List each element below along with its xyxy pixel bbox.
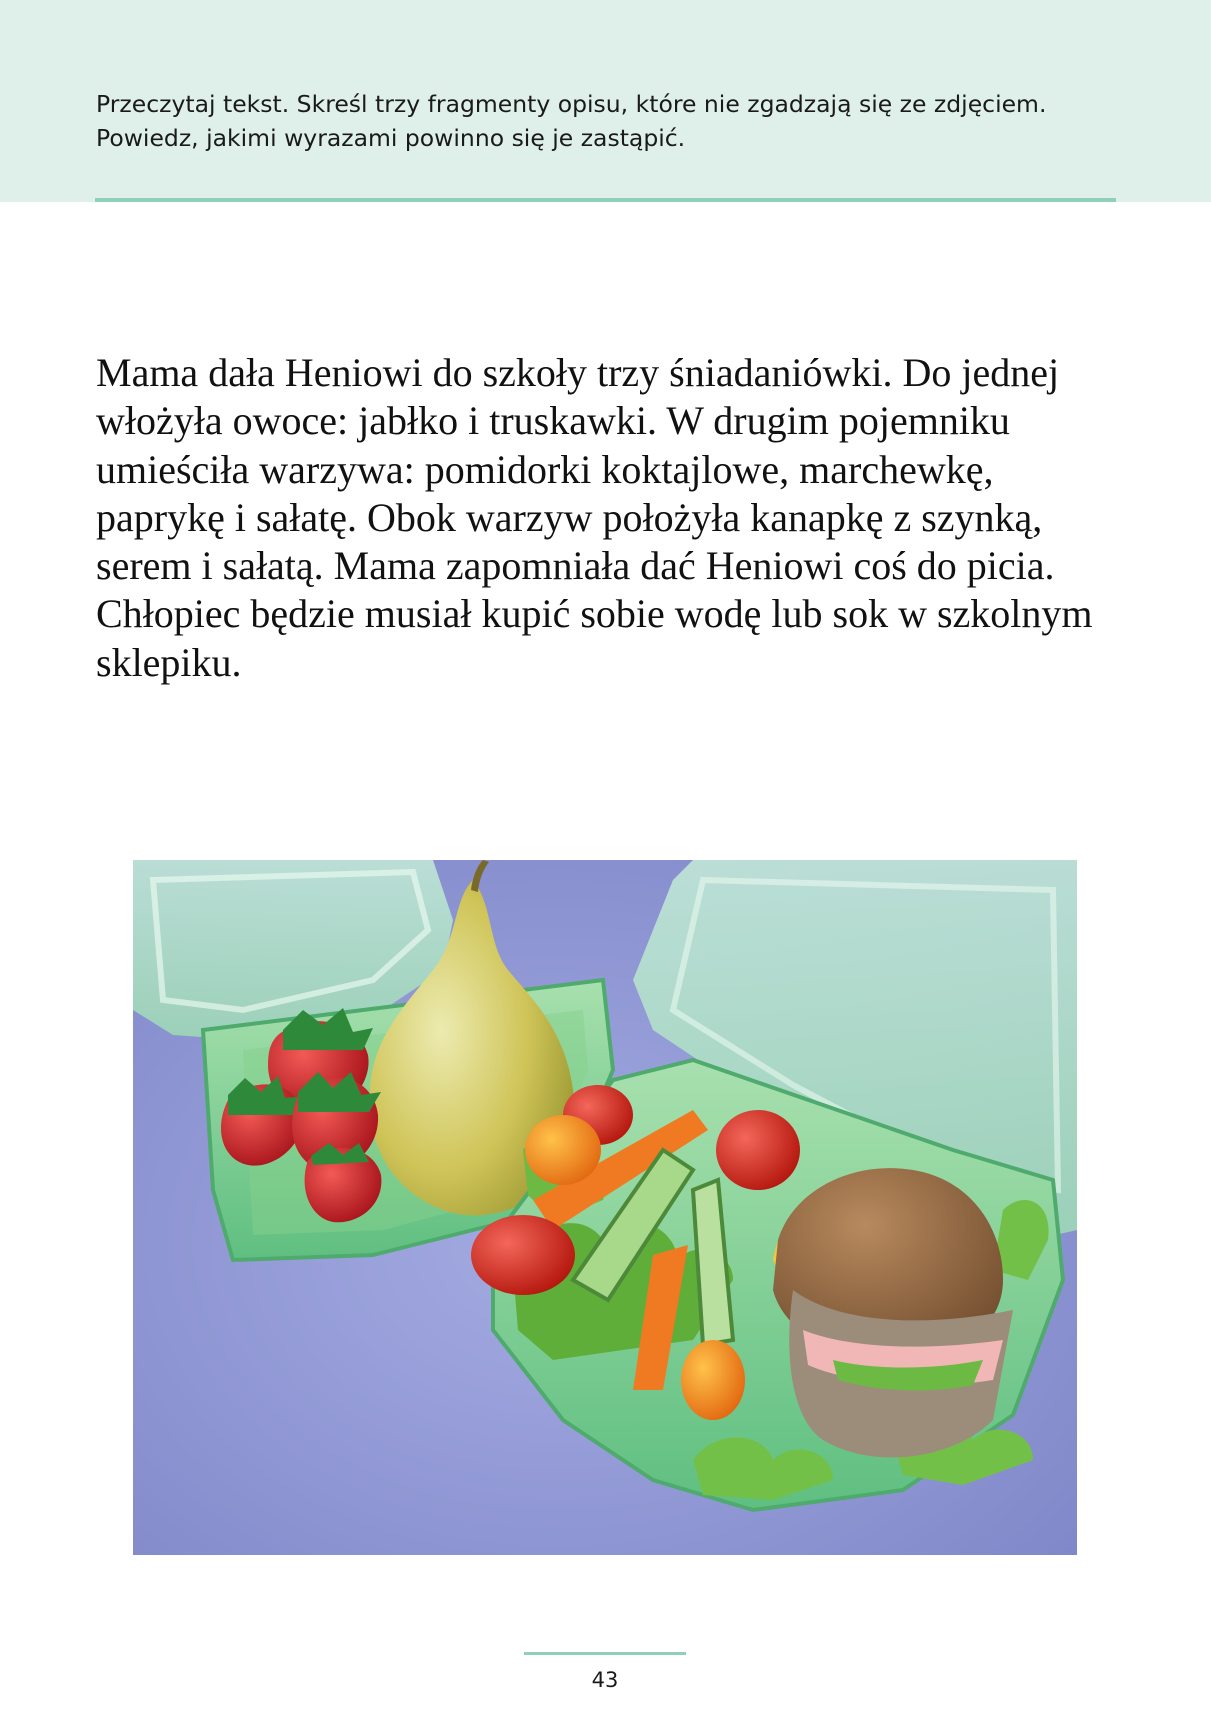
header-divider (95, 198, 1116, 202)
sandwich (773, 1168, 1013, 1457)
page-number: 43 (591, 1668, 619, 1692)
instruction-line-2: Powiedz, jakimi wyrazami powinno się je zastąpić. (96, 124, 686, 152)
story-paragraph (96, 349, 1136, 687)
lunchbox-photo (133, 860, 1077, 1555)
story-line: sklepiku. (96, 639, 242, 685)
instruction-text (96, 87, 1116, 155)
story-line: włożyła owoce: jabłko i truskawki. W drugim pojemniku (96, 398, 1010, 444)
story-line: umieściła warzywa: pomidorki koktajlowe, marchewkę, (96, 446, 994, 492)
instruction-line-1: Przeczytaj tekst. Skreśl trzy fragmenty opisu, które nie zgadzają się ze zdjęciem. (96, 90, 1047, 118)
story-line: Chłopiec będzie musiał kupić sobie wodę lub sok w szkolnym (96, 591, 1093, 637)
footer-divider (524, 1652, 686, 1655)
story-line: Mama dała Heniowi do szkoły trzy śniadaniówki. Do jednej (96, 350, 1060, 395)
story-line: paprykę i sałatę. Obok warzyw położyła kanapkę z szynką, (96, 494, 1043, 540)
story-line: serem i sałatą. Mama zapomniała dać Heniowi coś do picia. (96, 543, 1055, 589)
instruction-banner (0, 0, 1211, 202)
